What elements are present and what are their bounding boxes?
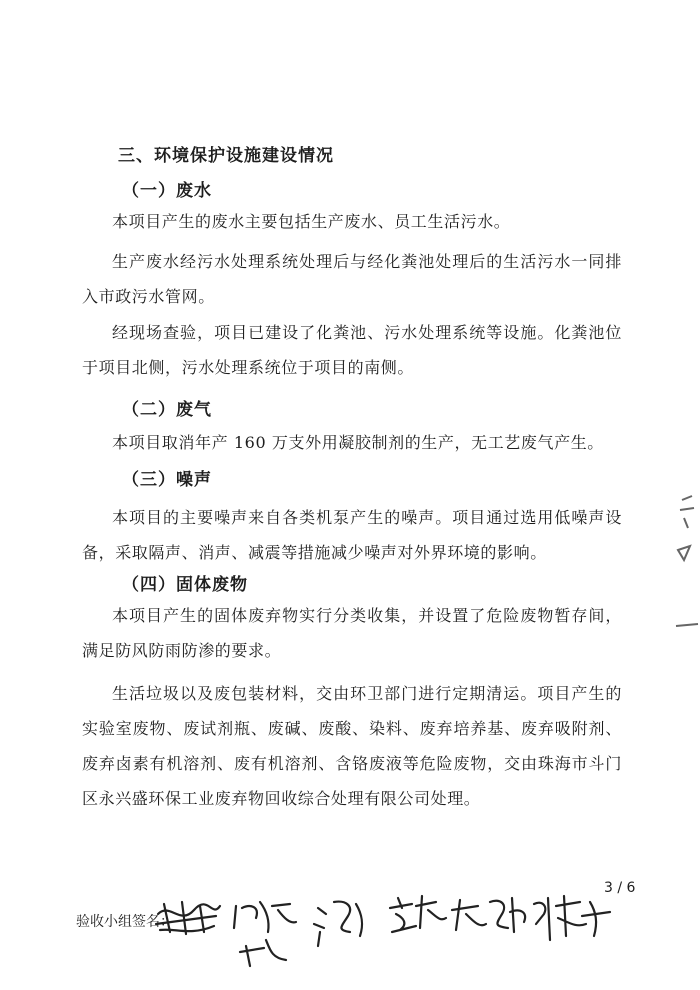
wastewater-paragraph-2: 生产废水经污水处理系统处理后与经化粪池处理后的生活污水一同排入市政污水管网。 (82, 252, 622, 306)
solid-waste-title: （四）固体废物 (122, 575, 248, 595)
handwritten-signatures (150, 888, 620, 978)
noise-title: （三）噪声 (122, 470, 212, 490)
waste-gas-paragraph: 本项目取消年产 160 万支外用凝胶制剂的生产，无工艺废气产生。 (112, 433, 604, 452)
page-number: 3 / 6 (604, 880, 636, 896)
solid-waste-paragraph-1: 本项目产生的固体废弃物实行分类收集，并设置了危险废物暂存间，满足防风防雨防渗的要求。 (82, 606, 622, 660)
waste-gas-title: （二）废气 (122, 400, 212, 420)
wastewater-paragraph-3: 经现场查验，项目已建设了化粪池、污水处理系统等设施。化粪池位于项目北侧，污水处理系统位于项目的南侧。 (82, 323, 622, 377)
noise-paragraph: 本项目的主要噪声来自各类机泵产生的噪声。项目通过选用低噪声设备，采取隔声、消声、减震等措施减少噪声对外界环境的影响。 (82, 508, 622, 562)
section-heading: 三、环境保护设施建设情况 (118, 146, 334, 166)
edge-seal-marks (672, 480, 700, 640)
wastewater-title: （一）废水 (122, 181, 212, 201)
signature-label: 验收小组签名： (76, 914, 174, 930)
wastewater-paragraph-1: 本项目产生的废水主要包括生产废水、员工生活污水。 (112, 212, 511, 231)
solid-waste-paragraph-2: 生活垃圾以及废包装材料，交由环卫部门进行定期清运。项目产生的实验室废物、废试剂瓶、废碱、废酸、染料、废弃培养基、废弃吸附剂、废弃卤素有机溶剂、废有机溶剂、含铬废液等危险废物，交由珠海市斗门区永兴盛环保工业废弃物回收综合处理有限公司处理。 (82, 684, 622, 808)
